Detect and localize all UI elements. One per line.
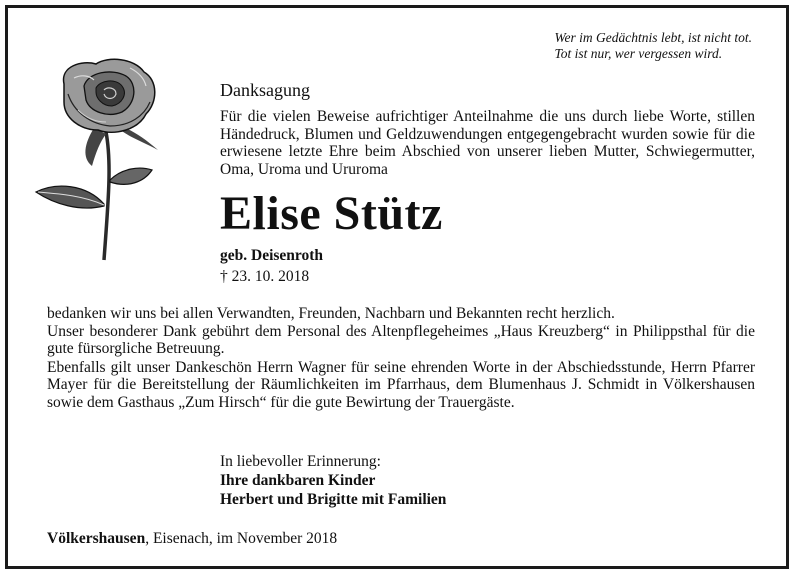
- heading-danksagung: Danksagung: [220, 80, 310, 100]
- quote-line-1: Wer im Gedächtnis lebt, ist nicht tot.: [554, 30, 752, 45]
- closing-line-2: Ihre dankbaren Kinder: [220, 472, 376, 489]
- place-town: Völkershausen: [47, 530, 146, 547]
- body-paragraph-1: bedanken wir uns bei allen Verwandten, Freunden, Nachbarn und Bekannten recht herzlich.: [47, 305, 615, 322]
- body-paragraph-2: Unser besonderer Dank gebührt dem Personal des Altenpflegeheimes „Haus Kreuzberg“ in Philippsthal für die gute fürsorgliche Betreuung.: [47, 322, 755, 357]
- place-rest: , Eisenach, im November 2018: [145, 530, 338, 547]
- intro-paragraph: Für die vielen Beweise aufrichtiger Anteilnahme die uns durch liebe Worte, stillen Händedruck, Blumen und Geldzuwendungen entgegengebracht wurden sowie für die erwiesene letzte Ehre beim Abschied von unserer lieben Mutter, Schwiegermutter, Oma, Uroma und Ururoma: [220, 108, 755, 178]
- body-paragraph-3: Ebenfalls gilt unser Dankeschön Herrn Wagner für seine ehrenden Worte in der Abschiedsstunde, Herrn Pfarrer Mayer für die Bereitstellung der Räumlichkeiten im Pfarrhaus, dem Blumenhaus J. Schmidt in Völkershausen sowie dem Gasthaus „Zum Hirsch“ für die gute Bewirtung der Trauergäste.: [47, 358, 755, 411]
- closing-line-1: In liebevoller Erinnerung:: [220, 453, 381, 470]
- closing-signature: [220, 452, 446, 509]
- body-text: [47, 305, 755, 411]
- epigraph-quote: [555, 30, 752, 62]
- deceased-name: Elise Stütz: [220, 187, 443, 240]
- place-date-line: [47, 530, 337, 548]
- closing-line-3: Herbert und Brigitte mit Familien: [220, 491, 447, 508]
- birth-name: geb. Deisenroth: [220, 247, 324, 264]
- death-date: † 23. 10. 2018: [220, 268, 310, 285]
- quote-line-2: Tot ist nur, wer vergessen wird.: [554, 46, 723, 61]
- rose-illustration: [34, 54, 174, 264]
